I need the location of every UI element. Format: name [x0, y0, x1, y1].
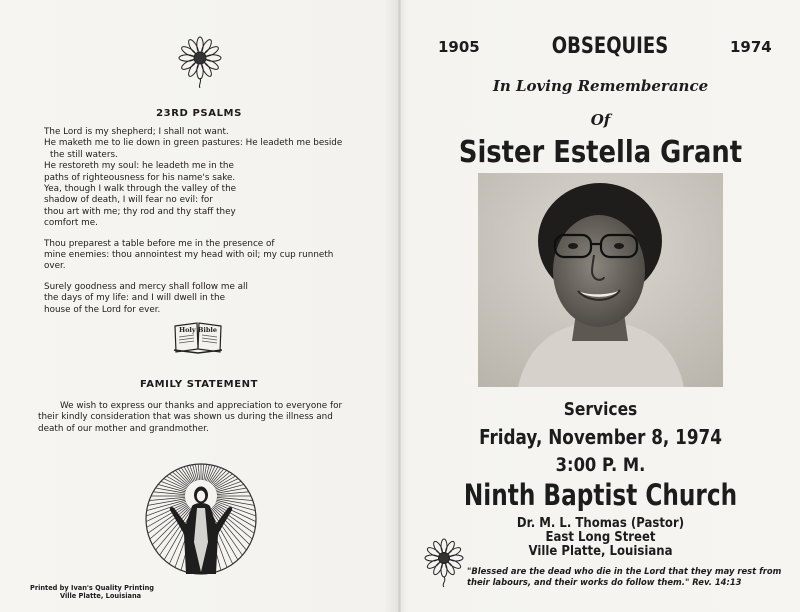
church-street: East Long Street	[545, 530, 656, 545]
psalm-line: house of the Lord for ever.	[44, 304, 161, 315]
psalm-line: mine enemies: thou annointest my head with oil; my cup runneth	[44, 250, 334, 261]
psalm-line: He restoreth my soul: he leadeth me in the	[44, 161, 234, 172]
portrait-photo	[478, 173, 723, 387]
family-line: death of our mother and grandmother.	[38, 423, 209, 434]
bible-label: Holy Bible	[178, 326, 218, 334]
psalm-line: Surely goodness and mercy shall follow me all	[44, 281, 248, 292]
family-statement-text	[38, 401, 368, 435]
page-title: OBSEQUIES	[551, 34, 669, 59]
jesus-illustration	[144, 462, 258, 576]
left-panel	[0, 0, 398, 612]
psalm-line: Thou preparest a table before me in the presence of	[44, 238, 275, 249]
scripture-verse	[467, 566, 797, 587]
pastor-name: Dr. M. L. Thomas (Pastor)	[516, 516, 685, 531]
deceased-name: Sister Estella Grant	[458, 135, 743, 170]
services-label: Services	[563, 399, 638, 420]
psalm-line: paths of righteousness for his name's sake.	[44, 172, 236, 183]
psalm-line: the days of my life: and I will dwell in the	[44, 293, 225, 304]
family-statement-title: FAMILY STATEMENT	[139, 379, 259, 390]
subtitle: In Loving Rememberance	[492, 77, 709, 95]
service-date: Friday, November 8, 1974	[479, 425, 722, 449]
church-name: Ninth Baptist Church	[463, 478, 738, 512]
of-label: Of	[590, 111, 611, 129]
psalm-line: The Lord is my shepherd; I shall not want.	[44, 127, 229, 137]
bible-icon	[172, 320, 224, 354]
service-time: 3:00 P. M.	[555, 454, 646, 476]
printer-line-2: Ville Platte, Louisiana	[60, 592, 142, 600]
psalm-line: Yea, though I walk through the valley of the	[44, 184, 237, 195]
psalm-line: over.	[44, 261, 66, 272]
church-city: Ville Platte, Louisiana	[528, 544, 673, 559]
psalm-text	[44, 127, 364, 316]
psalm-line: He maketh me to lie down in green pastures: He leadeth me beside	[44, 138, 343, 149]
sunflower-icon	[177, 36, 223, 88]
death-year: 1974	[730, 38, 772, 56]
birth-year: 1905	[438, 38, 480, 56]
verse-line-2: their labours, and their works do follow them." Rev. 14:13	[467, 576, 742, 587]
family-line: their kindly consideration that was shown us during the illness and	[38, 412, 333, 423]
sunflower-icon	[423, 538, 465, 588]
psalm-line: thou art with me; thy rod and thy staff they	[44, 206, 236, 217]
right-panel	[401, 0, 800, 612]
family-line: We wish to express our thanks and appreciation to everyone for	[60, 401, 343, 411]
psalm-line: shadow of death, I will fear no evil: for	[44, 195, 213, 206]
psalm-title: 23RD PSALMS	[156, 108, 242, 119]
printer-credit	[30, 584, 180, 600]
psalm-line: the still waters.	[50, 149, 118, 160]
verse-line-1: "Blessed are the dead who die in the Lord that they may rest from	[467, 566, 782, 576]
psalm-line: comfort me.	[44, 218, 98, 229]
printer-line-1: Printed by Ivan's Quality Printing	[30, 584, 155, 592]
